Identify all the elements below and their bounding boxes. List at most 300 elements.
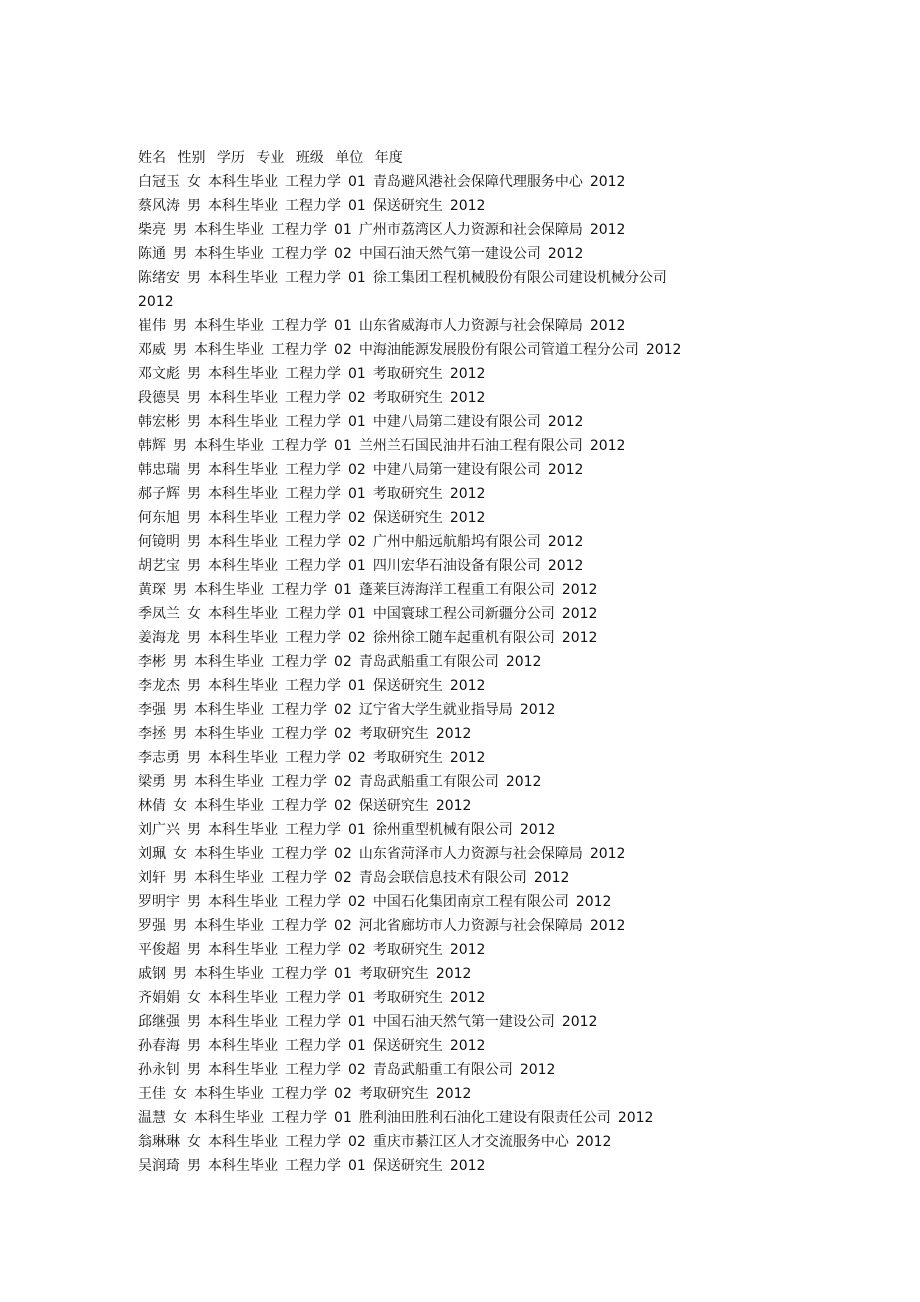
record-degree: 本科生毕业 [194, 846, 264, 862]
record-name: 姜海龙 [138, 630, 180, 646]
record-year: 2012 [617, 1110, 654, 1126]
record-gender: 女 [187, 606, 201, 622]
record-major: 工程力学 [271, 582, 327, 598]
record-row [138, 338, 878, 362]
record-employer: 四川宏华石油设备有限公司 [372, 558, 541, 574]
record-employer: 考取研究生 [372, 990, 443, 1006]
record-gender: 女 [187, 1134, 201, 1150]
record-class: 01 [348, 198, 366, 214]
record-class: 02 [348, 894, 366, 910]
record-employer: 青岛避风港社会保障代理服务中心 [372, 174, 583, 190]
record-class: 01 [334, 1110, 352, 1126]
record-year: 2012 [589, 222, 626, 238]
record-name: 平俊超 [138, 942, 180, 958]
record-row [138, 914, 878, 938]
record-major: 工程力学 [285, 270, 341, 286]
record-major: 工程力学 [285, 750, 341, 766]
record-class: 02 [348, 462, 366, 478]
record-class: 01 [334, 582, 352, 598]
record-name: 罗强 [138, 918, 166, 934]
record-major: 工程力学 [285, 174, 341, 190]
record-name: 刘珮 [138, 846, 166, 862]
record-row [138, 1082, 878, 1106]
record-year: 2012 [519, 1062, 556, 1078]
record-degree: 本科生毕业 [208, 1158, 278, 1174]
record-major: 工程力学 [271, 1086, 327, 1102]
record-year: 2012 [449, 390, 486, 406]
record-year: 2012 [547, 462, 584, 478]
record-name: 蔡风涛 [138, 198, 180, 214]
record-gender: 女 [173, 1110, 187, 1126]
record-major: 工程力学 [285, 1014, 341, 1030]
record-year: 2012 [435, 798, 472, 814]
record-class: 02 [348, 534, 366, 550]
record-gender: 男 [173, 342, 187, 358]
record-year: 2012 [435, 726, 472, 742]
record-year: 2012 [435, 966, 472, 982]
document-body [138, 146, 878, 1178]
record-employer: 中建八局第一建设有限公司 [372, 462, 541, 478]
record-name: 齐娟娟 [138, 990, 180, 1006]
record-year: 2012 [449, 198, 486, 214]
record-class: 01 [334, 222, 352, 238]
record-year: 2012 [435, 1086, 472, 1102]
record-degree: 本科生毕业 [194, 870, 264, 886]
record-major: 工程力学 [285, 198, 341, 214]
record-class: 02 [334, 870, 352, 886]
record-year: 2012 [505, 774, 542, 790]
record-major: 工程力学 [271, 798, 327, 814]
record-class: 02 [334, 654, 352, 670]
record-major: 工程力学 [285, 822, 341, 838]
record-year: 2012 [449, 1158, 486, 1174]
record-class: 01 [348, 606, 366, 622]
record-name: 林倩 [138, 798, 166, 814]
record-year: 2012 [575, 894, 612, 910]
record-gender: 男 [187, 1062, 201, 1078]
record-employer: 蓬莱巨涛海洋工程重工有限公司 [358, 582, 555, 598]
record-degree: 本科生毕业 [194, 582, 264, 598]
record-degree: 本科生毕业 [208, 942, 278, 958]
record-employer: 胜利油田胜利石油化工建设有限责任公司 [358, 1110, 611, 1126]
record-row [138, 506, 878, 530]
record-gender: 男 [187, 678, 201, 694]
record-gender: 男 [173, 654, 187, 670]
record-row [138, 722, 878, 746]
record-row [138, 626, 878, 650]
record-name: 段德昊 [138, 390, 180, 406]
record-degree: 本科生毕业 [208, 1038, 278, 1054]
record-gender: 女 [187, 174, 201, 190]
record-row [138, 698, 878, 722]
record-employer: 重庆市綦江区人才交流服务中心 [372, 1134, 569, 1150]
record-degree: 本科生毕业 [194, 1110, 264, 1126]
record-row [138, 818, 878, 842]
record-degree: 本科生毕业 [208, 630, 278, 646]
record-major: 工程力学 [285, 1062, 341, 1078]
record-year: 2012 [589, 846, 626, 862]
record-class: 02 [334, 726, 352, 742]
record-major: 工程力学 [285, 1134, 341, 1150]
record-class: 01 [348, 558, 366, 574]
record-major: 工程力学 [271, 846, 327, 862]
record-degree: 本科生毕业 [208, 822, 278, 838]
record-gender: 男 [173, 774, 187, 790]
record-year: 2012 [449, 486, 486, 502]
record-major: 工程力学 [285, 486, 341, 502]
record-year: 2012 [547, 414, 584, 430]
record-class: 02 [334, 1086, 352, 1102]
record-gender: 男 [173, 222, 187, 238]
record-row [138, 842, 878, 866]
record-employer: 山东省菏泽市人力资源与社会保障局 [358, 846, 583, 862]
record-name: 刘轩 [138, 870, 166, 886]
record-name: 李强 [138, 702, 166, 718]
record-employer: 青岛武船重工有限公司 [358, 654, 499, 670]
record-major: 工程力学 [271, 918, 327, 934]
record-year: 2012 [589, 174, 626, 190]
record-gender: 男 [187, 630, 201, 646]
record-gender: 女 [173, 798, 187, 814]
record-major: 工程力学 [285, 390, 341, 406]
record-employer: 保送研究生 [358, 798, 429, 814]
record-row [138, 386, 878, 410]
record-class: 02 [348, 942, 366, 958]
record-name: 邓文彪 [138, 366, 180, 382]
record-year: 2012 [138, 294, 174, 310]
record-employer: 保送研究生 [372, 678, 443, 694]
record-row [138, 314, 878, 338]
record-employer: 考取研究生 [372, 750, 443, 766]
record-name: 邱继强 [138, 1014, 180, 1030]
record-degree: 本科生毕业 [208, 486, 278, 502]
record-major: 工程力学 [285, 942, 341, 958]
record-employer: 徐工集团工程机械股份有限公司建设机械分公司 [372, 270, 667, 286]
record-degree: 本科生毕业 [208, 990, 278, 1006]
record-class: 01 [334, 438, 352, 454]
record-class: 02 [334, 246, 352, 262]
record-year: 2012 [519, 702, 556, 718]
record-major: 工程力学 [285, 630, 341, 646]
record-class: 02 [348, 750, 366, 766]
record-major: 工程力学 [271, 318, 327, 334]
record-gender: 男 [187, 1038, 201, 1054]
record-year: 2012 [449, 510, 486, 526]
record-degree: 本科生毕业 [208, 534, 278, 550]
record-employer: 保送研究生 [372, 1038, 443, 1054]
record-class: 02 [334, 846, 352, 862]
record-year: 2012 [547, 246, 584, 262]
record-major: 工程力学 [271, 702, 327, 718]
record-name: 郝子辉 [138, 486, 180, 502]
record-major: 工程力学 [271, 222, 327, 238]
record-gender: 男 [187, 558, 201, 574]
header-degree: 学历 [216, 150, 245, 166]
record-gender: 男 [187, 390, 201, 406]
record-employer: 中国石油天然气第一建设公司 [372, 1014, 555, 1030]
record-name: 吴润琦 [138, 1158, 180, 1174]
record-name: 李志勇 [138, 750, 180, 766]
record-row [138, 962, 878, 986]
record-degree: 本科生毕业 [194, 222, 264, 238]
record-row [138, 554, 878, 578]
record-class: 02 [334, 702, 352, 718]
record-year: 2012 [589, 918, 626, 934]
record-gender: 男 [173, 966, 187, 982]
record-major: 工程力学 [285, 894, 341, 910]
record-class: 02 [348, 510, 366, 526]
record-degree: 本科生毕业 [194, 918, 264, 934]
record-degree: 本科生毕业 [208, 606, 278, 622]
record-name: 陈通 [138, 246, 166, 262]
record-employer: 青岛武船重工有限公司 [358, 774, 499, 790]
record-year: 2012 [561, 1014, 598, 1030]
record-name: 韩宏彬 [138, 414, 180, 430]
record-class: 01 [348, 1014, 366, 1030]
record-row [138, 194, 878, 218]
record-major: 工程力学 [271, 246, 327, 262]
header-year: 年度 [374, 150, 403, 166]
record-employer: 考取研究生 [358, 726, 429, 742]
record-year: 2012 [561, 606, 598, 622]
record-gender: 男 [187, 366, 201, 382]
record-year: 2012 [561, 630, 598, 646]
record-class: 02 [334, 798, 352, 814]
record-gender: 男 [187, 414, 201, 430]
record-name: 崔伟 [138, 318, 166, 334]
record-employer: 中国石油天然气第一建设公司 [358, 246, 541, 262]
record-class: 02 [334, 918, 352, 934]
record-major: 工程力学 [285, 414, 341, 430]
record-name: 季凤兰 [138, 606, 180, 622]
record-class: 02 [348, 390, 366, 406]
record-employer: 青岛武船重工有限公司 [372, 1062, 513, 1078]
record-row [138, 866, 878, 890]
record-gender: 男 [187, 270, 201, 286]
record-employer: 考取研究生 [358, 966, 429, 982]
record-gender: 男 [173, 726, 187, 742]
record-name: 李龙杰 [138, 678, 180, 694]
record-employer: 考取研究生 [358, 1086, 429, 1102]
record-employer: 考取研究生 [372, 390, 443, 406]
record-name: 何镜明 [138, 534, 180, 550]
record-gender: 男 [187, 894, 201, 910]
header-gender: 性别 [177, 150, 206, 166]
record-class: 01 [348, 678, 366, 694]
record-name: 何东旭 [138, 510, 180, 526]
record-row [138, 1034, 878, 1058]
record-degree: 本科生毕业 [194, 342, 264, 358]
record-row [138, 218, 878, 242]
record-gender: 男 [173, 246, 187, 262]
record-row [138, 530, 878, 554]
record-year: 2012 [449, 990, 486, 1006]
record-degree: 本科生毕业 [208, 558, 278, 574]
record-degree: 本科生毕业 [194, 654, 264, 670]
record-year: 2012 [589, 438, 626, 454]
record-gender: 男 [187, 1158, 201, 1174]
record-degree: 本科生毕业 [208, 270, 278, 286]
record-major: 工程力学 [271, 342, 327, 358]
record-employer: 广州中船远航船坞有限公司 [372, 534, 541, 550]
record-employer: 考取研究生 [372, 366, 443, 382]
record-row [138, 1154, 878, 1178]
record-row [138, 410, 878, 434]
record-employer: 山东省威海市人力资源与社会保障局 [358, 318, 583, 334]
record-gender: 女 [173, 1086, 187, 1102]
record-gender: 男 [187, 486, 201, 502]
record-employer: 考取研究生 [372, 486, 443, 502]
record-row [138, 794, 878, 818]
record-gender: 女 [187, 990, 201, 1006]
record-employer: 河北省廊坊市人力资源与社会保障局 [358, 918, 583, 934]
record-gender: 男 [187, 750, 201, 766]
record-gender: 男 [173, 918, 187, 934]
record-major: 工程力学 [271, 438, 327, 454]
record-name: 罗明宇 [138, 894, 180, 910]
record-row [138, 1010, 878, 1034]
record-name: 孙永钊 [138, 1062, 180, 1078]
record-gender: 男 [187, 198, 201, 214]
record-degree: 本科生毕业 [208, 1134, 278, 1150]
record-name: 梁勇 [138, 774, 166, 790]
record-degree: 本科生毕业 [194, 702, 264, 718]
record-name: 温慧 [138, 1110, 166, 1126]
header-class: 班级 [295, 150, 324, 166]
record-gender: 男 [173, 582, 187, 598]
record-year: 2012 [533, 870, 570, 886]
record-name: 孙春海 [138, 1038, 180, 1054]
record-gender: 男 [173, 318, 187, 334]
record-degree: 本科生毕业 [208, 510, 278, 526]
record-name: 李彬 [138, 654, 166, 670]
record-name: 韩辉 [138, 438, 166, 454]
record-row [138, 602, 878, 626]
record-major: 工程力学 [285, 678, 341, 694]
record-name: 黄琛 [138, 582, 166, 598]
record-name: 邓威 [138, 342, 166, 358]
header-employer: 单位 [335, 150, 364, 166]
record-class: 01 [348, 990, 366, 1006]
record-gender: 男 [187, 510, 201, 526]
record-employer: 广州市荔湾区人力资源和社会保障局 [358, 222, 583, 238]
record-gender: 男 [173, 702, 187, 718]
record-employer: 徐州徐工随车起重机有限公司 [372, 630, 555, 646]
record-degree: 本科生毕业 [208, 174, 278, 190]
record-row [138, 170, 878, 194]
record-row [138, 362, 878, 386]
record-major: 工程力学 [271, 1110, 327, 1126]
record-gender: 女 [173, 846, 187, 862]
record-employer: 辽宁省大学生就业指导局 [358, 702, 513, 718]
header-name: 姓名 [138, 150, 166, 166]
record-degree: 本科生毕业 [194, 1086, 264, 1102]
record-degree: 本科生毕业 [208, 894, 278, 910]
record-degree: 本科生毕业 [208, 1062, 278, 1078]
record-class: 02 [348, 1134, 366, 1150]
record-name: 翁琳琳 [138, 1134, 180, 1150]
record-class: 01 [348, 486, 366, 502]
record-row [138, 1106, 878, 1130]
record-employer: 中海油能源发展股份有限公司管道工程分公司 [358, 342, 639, 358]
record-row [138, 1130, 878, 1154]
record-row [138, 1058, 878, 1082]
record-year: 2012 [449, 750, 486, 766]
record-list [138, 170, 878, 1178]
record-class: 02 [334, 774, 352, 790]
record-degree: 本科生毕业 [208, 198, 278, 214]
record-row [138, 674, 878, 698]
record-gender: 男 [187, 462, 201, 478]
record-class: 01 [334, 966, 352, 982]
record-degree: 本科生毕业 [208, 366, 278, 382]
record-row [138, 986, 878, 1010]
record-major: 工程力学 [285, 990, 341, 1006]
record-year: 2012 [449, 678, 486, 694]
record-degree: 本科生毕业 [208, 1014, 278, 1030]
record-degree: 本科生毕业 [208, 390, 278, 406]
header-major: 专业 [256, 150, 285, 166]
record-major: 工程力学 [285, 1038, 341, 1054]
record-employer: 保送研究生 [372, 198, 443, 214]
record-degree: 本科生毕业 [208, 414, 278, 430]
record-class: 02 [334, 342, 352, 358]
record-gender: 男 [187, 534, 201, 550]
record-year: 2012 [519, 822, 556, 838]
record-degree: 本科生毕业 [194, 798, 264, 814]
record-degree: 本科生毕业 [208, 678, 278, 694]
record-gender: 男 [173, 870, 187, 886]
record-row [138, 482, 878, 506]
record-class: 02 [348, 1062, 366, 1078]
record-major: 工程力学 [271, 870, 327, 886]
record-row [138, 770, 878, 794]
record-major: 工程力学 [285, 510, 341, 526]
record-employer: 徐州重型机械有限公司 [372, 822, 513, 838]
record-class: 01 [334, 318, 352, 334]
record-major: 工程力学 [285, 606, 341, 622]
record-name: 刘广兴 [138, 822, 180, 838]
record-class: 01 [348, 366, 366, 382]
record-name: 李拯 [138, 726, 166, 742]
record-major: 工程力学 [271, 966, 327, 982]
record-degree: 本科生毕业 [194, 318, 264, 334]
record-employer: 保送研究生 [372, 1158, 443, 1174]
record-class: 02 [348, 630, 366, 646]
record-gender: 男 [187, 942, 201, 958]
record-year: 2012 [561, 582, 598, 598]
record-degree: 本科生毕业 [194, 246, 264, 262]
header-row [138, 146, 878, 170]
record-row [138, 458, 878, 482]
record-employer: 中国石化集团南京工程有限公司 [372, 894, 569, 910]
record-degree: 本科生毕业 [194, 966, 264, 982]
record-class: 01 [348, 414, 366, 430]
record-name: 胡艺宝 [138, 558, 180, 574]
record-degree: 本科生毕业 [194, 774, 264, 790]
record-name: 韩忠瑞 [138, 462, 180, 478]
record-row [138, 242, 878, 266]
record-gender: 男 [187, 822, 201, 838]
record-degree: 本科生毕业 [194, 438, 264, 454]
record-row [138, 746, 878, 770]
record-class: 01 [348, 270, 366, 286]
record-major: 工程力学 [285, 534, 341, 550]
record-major: 工程力学 [271, 654, 327, 670]
record-degree: 本科生毕业 [208, 462, 278, 478]
record-year: 2012 [449, 1038, 486, 1054]
record-year: 2012 [505, 654, 542, 670]
